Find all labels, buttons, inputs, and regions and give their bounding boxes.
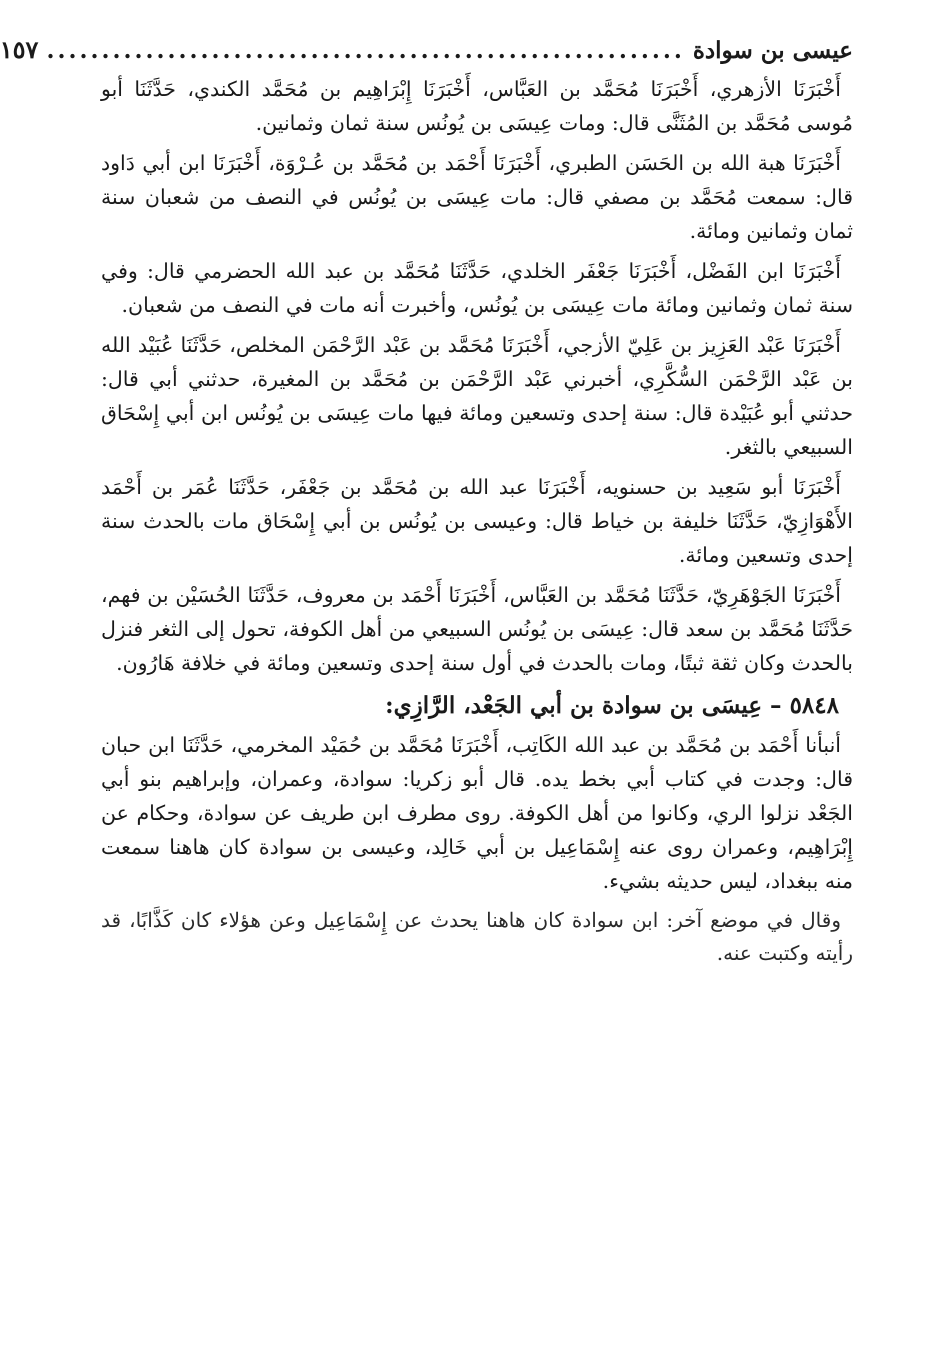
entry-paragraph: أنبأنا أَحْمَد بن مُحَمَّد بن عبد الله الكَاتِب، أَخْبَرَنَا مُحَمَّد بن حُمَيْد المخرمي، حَدَّثَنَا ابن حبان قال: وجدت في كتاب أبي بخط يده. قال أبو زكريا: سوادة، وعمران، وإبراهيم بنو أبي الجَعْد نزلوا الري، وكانوا من أهل الكوفة. روى مطرف ابن طريف عن سوادة، وحكام عن إِبْرَاهِيم، وعمران روى عنه إِسْمَاعِيل بن أبي خَالِد، وعيسى بن سوادة كان هاهنا سمعت منه ببغداد، ليس حديثه بشيء. [101,733,853,893]
paragraph-5: أَخْبَرَنَا أبو سَعِيد بن حسنويه، أَخْبَرَنَا عبد الله بن مُحَمَّد بن جَعْفَر، حَدَّثَنَا عُمَر بن أَحْمَد الأَهْوَازِيّ، حَدَّثَنَا خليفة بن خياط قال: وعيسى بن يُونُس بن أبي إِسْحَاق مات بالحدث سنة إحدى وتسعين ومائة. [101,475,853,567]
entry-note: وقال في موضع آخر: ابن سوادة كان هاهنا يحدث عن إِسْمَاعِيل وعن هؤلاء كان كَذَّابًا، قد رأيته وكتبت عنه. [101,908,853,965]
paragraph-4: أَخْبَرَنَا عَبْد العَزِيز بن عَلِيّ الأزجي، أَخْبَرَنَا مُحَمَّد بن عَبْد الرَّحْمَن المخلص، حَدَّثَنَا عُبَيْد الله بن عَبْد الرَّحْمَن السُّكَّرِي، أخبرني عَبْد الرَّحْمَن بن مُحَمَّد بن المغيرة، حدثني أبي قال: حدثني أبو عُبَيْدة قال: سنة إحدى وتسعين ومائة فيها مات عِيسَى بن يُونُس ابن أبي إِسْحَاق السبيعي بالثغر. [101,333,853,459]
paragraph-3: أَخْبَرَنَا ابن الفَضْل، أَخْبَرَنَا جَعْفَر الخلدي، حَدَّثَنَا مُحَمَّد بن عبد الله الحضرمي قال: وفي سنة ثمان وثمانين ومائة مات عِيسَى بن يُونُس، وأخبرت أنه مات في النصف من شعبان. [101,259,853,317]
paragraph-6: أَخْبَرَنَا الجَوْهَرِيّ، حَدَّثَنَا مُحَمَّد بن العَبَّاس، أَخْبَرَنَا أَحْمَد بن معروف، حَدَّثَنَا الحُسَيْن بن فهم، حَدَّثَنَا مُحَمَّد بن سعد قال: عِيسَى بن يُونُس السبيعي من أهل الكوفة، تحول إلى الثغر فنزل بالحدث وكان ثقة ثبتًا، ومات بالحدث في أول سنة إحدى وتسعين ومائة في خلافة هَارُون. [101,583,853,675]
running-head-dots: .......................................................... [46,37,685,64]
paragraph-2: أَخْبَرَنَا هبة الله بن الحَسَن الطبري، أَخْبَرَنَا أَحْمَد بن مُحَمَّد بن عُـرْوَة، أَخْبَرَنَا ابن أبي دَاود قال: سمعت مُحَمَّد بن مصفي قال: مات عِيسَى بن يُونُس في النصف من شعبان سنة ثمان وثمانين ومائة. [101,151,853,243]
running-head [0,30,853,70]
book-page [0,30,853,990]
entry-heading: ٥٨٤٨ – عِيسَى بن سوادة بن أبي الجَعْد، الرَّازِي: [385,692,839,719]
paragraph-1: أَخْبَرَنَا الأزهري، أَخْبَرَنَا مُحَمَّد بن العَبَّاس، أَخْبَرَنَا إِبْرَاهِيم بن مُحَمَّد الكندي، حَدَّثَنَا أبو مُوسى مُحَمَّد بن المُثَنَّى قال: ومات عِيسَى بن يُونُس سنة ثمان وثمانين. [101,77,853,135]
page-number: ١٥٧ [0,35,39,64]
running-head-title: عيسى بن سوادة [692,37,853,64]
